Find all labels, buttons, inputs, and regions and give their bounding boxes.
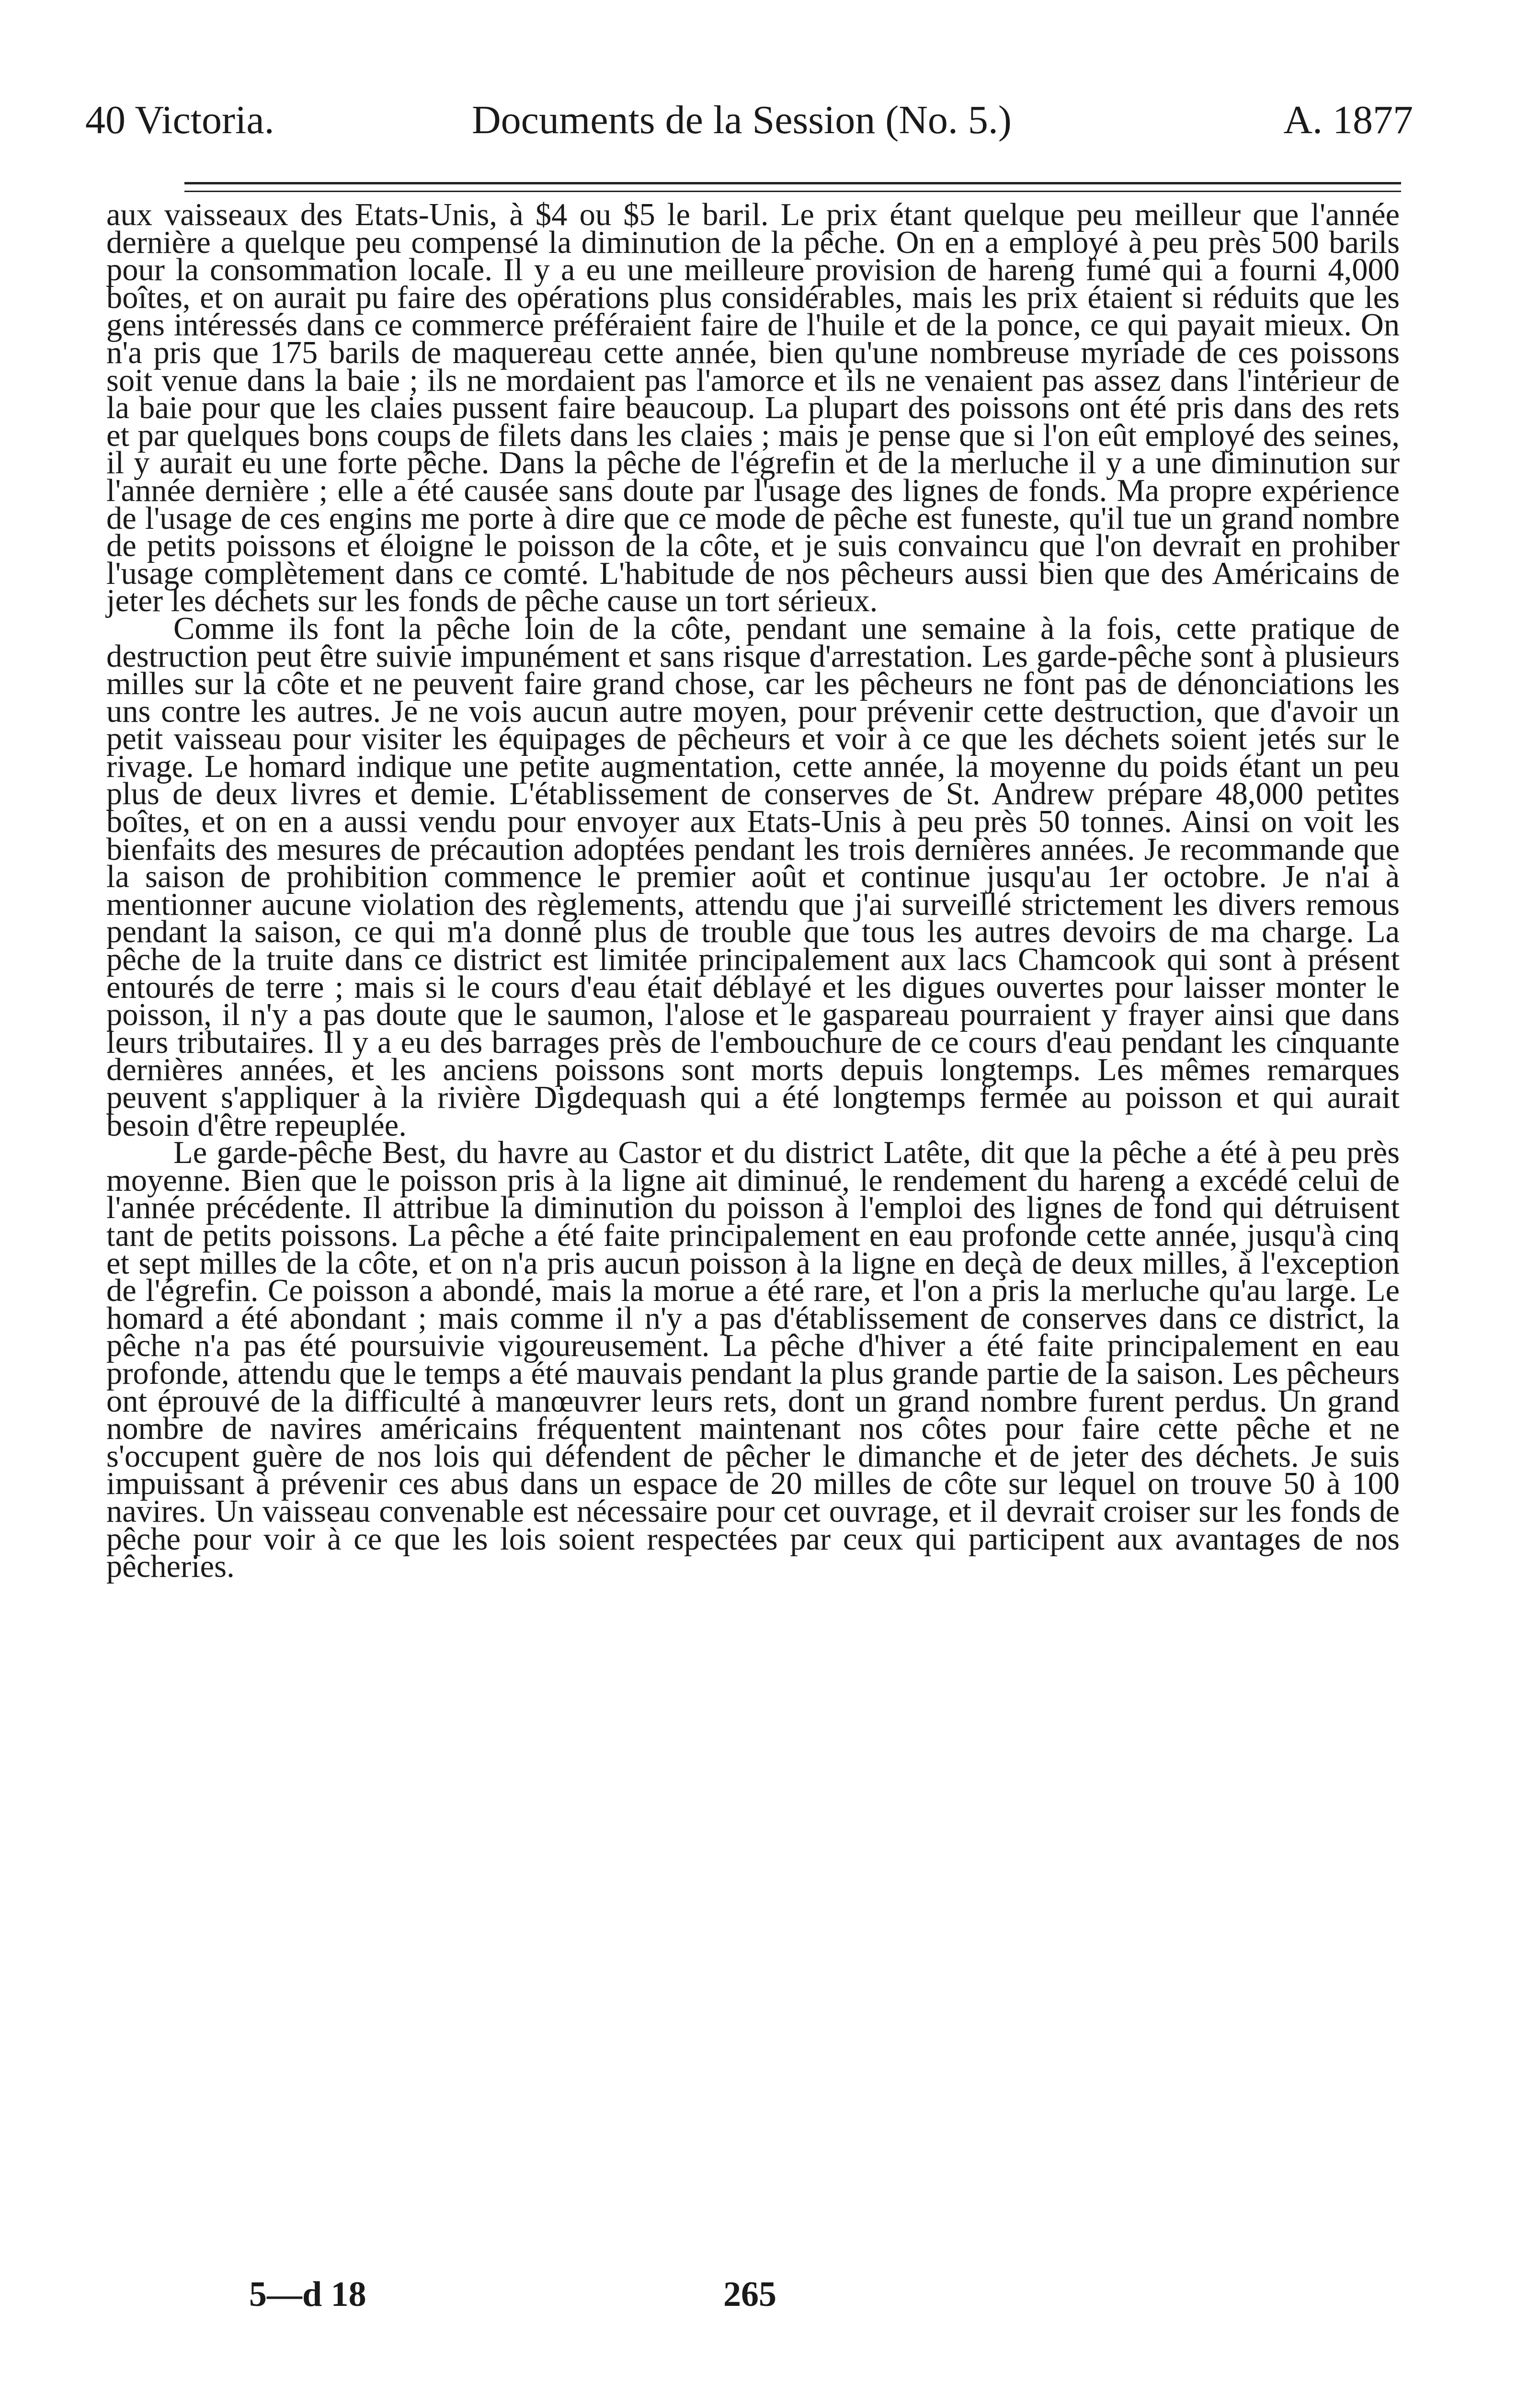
header-year: A. 1877: [1283, 98, 1413, 142]
body-text: [106, 197, 1400, 1585]
header-rule-thin: [184, 191, 1401, 192]
page-number: 265: [723, 2275, 776, 2314]
header-session-year: 40 Victoria.: [85, 98, 274, 142]
paragraph: Le garde-pêche Best, du havre au Castor et du district Latête, dit que la pêche a été à peu près moyenne. Bien que le poisson pris à la ligne ait diminué, le rendement du hareng a excédé celui de l'année précédente. Il attribue la diminution du poisson à l'emploi des lignes de fond qui détruisent tant de petits poissons. La pêche a été faite principalement en eau profonde cette année, jusqu'à cinq et sept milles de la côte, et on n'a pris aucun poisson à la ligne en deçà de deux milles, à l'exception de l'égrefin. Ce poisson a abondé, mais la morue a été rare, et l'on a pris la merluche qu'au large. Le homard a été abondant ; mais comme il n'y a pas d'établissement de conserves dans ce district, la pêche n'a pas été poursuivie vigoureusement. La pêche d'hiver a été faite principalement en eau profonde, attendu que le temps a été mauvais pendant la plus grande partie de la saison. Les pêcheurs ont éprouvé de la difficulté à manœuvrer leurs rets, dont un grand nombre furent perdus. Un grand nombre de navires américains fréquentent maintenant nos côtes pour faire cette pêche et ne s'occupent guère de nos lois qui défendent de pêcher le dimanche et de jeter des déchets. Je suis impuissant à prévenir ces abus dans un espace de 20 milles de côte sur lequel on trouve 50 à 100 navires. Un vaisseau convenable est nécessaire pour cet ouvrage, et il devrait croiser sur les fonds de pêche pour voir à ce que les lois soient respectées par ceux qui participent aux avantages de nos pêcheries.: [106, 1135, 1400, 1585]
header-rule-thick: [184, 182, 1401, 184]
signature-mark: 5—d 18: [249, 2275, 366, 2314]
paragraph: Comme ils font la pêche loin de la côte, pendant une semaine à la fois, cette pratique de destruction peut être suivie impunément et sans risque d'arrestation. Les garde-pêche sont à plusieurs milles sur la côte et ne peuvent faire grand chose, car les pêcheurs ne font pas de dénonciations les uns contre les autres. Je ne vois aucun autre moyen, pour prévenir cette destruction, que d'avoir un petit vaisseau pour visiter les équipages de pêcheurs et voir à ce que les déchets soient jetés sur le rivage. Le homard indique une petite augmentation, cette année, la moyenne du poids étant un peu plus de deux livres et demie. L'établissement de conserves de St. Andrew prépare 48,000 petites boîtes, et on en a aussi vendu pour envoyer aux Etats-Unis à peu près 50 tonnes. Ainsi on voit les bienfaits des mesures de précaution adoptées pendant les trois dernières années. Je recommande que la saison de prohibition commence le premier août et continue jusqu'au 1er octobre. Je n'ai à mentionner aucune violation des règlements, attendu que j'ai surveillé strictement les divers remous pendant la saison, ce qui m'a donné plus de trouble que tous les autres devoirs de ma charge. La pêche de la truite dans ce district est limitée principalement aux lacs Chamcook qui sont à présent entourés de terre ; mais si le cours d'eau était déblayé et les digues ouvertes pour laisser monter le poisson, il n'y a pas doute que le saumon, l'alose et le gaspareau pourraient y frayer ainsi que dans leurs tributaires. Il y a eu des barrages près de l'embouchure de ce cours d'eau pendant les cinquante dernières années, et les anciens poissons sont morts depuis longtemps. Les mêmes remarques peuvent s'appliquer à la rivière Digdequash qui a été longtemps fermée au poisson et qui aurait besoin d'être repeuplée.: [106, 611, 1400, 1143]
running-header: [81, 94, 1418, 147]
page-footer: [249, 2273, 872, 2316]
header-document-title: Documents de la Session (No. 5.): [472, 98, 1012, 142]
paragraph-continued: aux vaisseaux des Etats-Unis, à $4 ou $5 le baril. Le prix étant quelque peu meilleur que l'année dernière a quelque peu compensé la diminution de la pêche. On en a employé à peu près 500 barils pour la consommation locale. Il y a eu une meilleure provision de hareng fumé qui a fourni 4,000 boîtes, et on aurait pu faire des opérations plus considérables, mais les prix étaient si réduits que les gens intéressés dans ce commerce préféraient faire de l'huile et de la ponce, ce qui payait mieux. On n'a pris que 175 barils de maquereau cette année, bien qu'une nombreuse myriade de ces poissons soit venue dans la baie ; ils ne mordaient pas l'amorce et ils ne venaient pas assez dans l'intérieur de la baie pour que les claies pussent faire beaucoup. La plupart des poissons ont été pris dans des rets et par quelques bons coups de filets dans les claies ; mais je pense que si l'on eût employé des seines, il y aurait eu une forte pêche. Dans la pêche de l'égrefin et de la merluche il y a une diminution sur l'année dernière ; elle a été causée sans doute par l'usage des lignes de fonds. Ma propre expérience de l'usage de ces engins me porte à dire que ce mode de pêche est funeste, qu'il tue un grand nombre de petits poissons et éloigne le poisson de la côte, et je suis convaincu que l'on devrait en prohiber l'usage complètement dans ce comté. L'habitude de nos pêcheurs aussi bien que des Américains de jeter les déchets sur les fonds de pêche cause un tort sérieux.: [106, 197, 1400, 619]
